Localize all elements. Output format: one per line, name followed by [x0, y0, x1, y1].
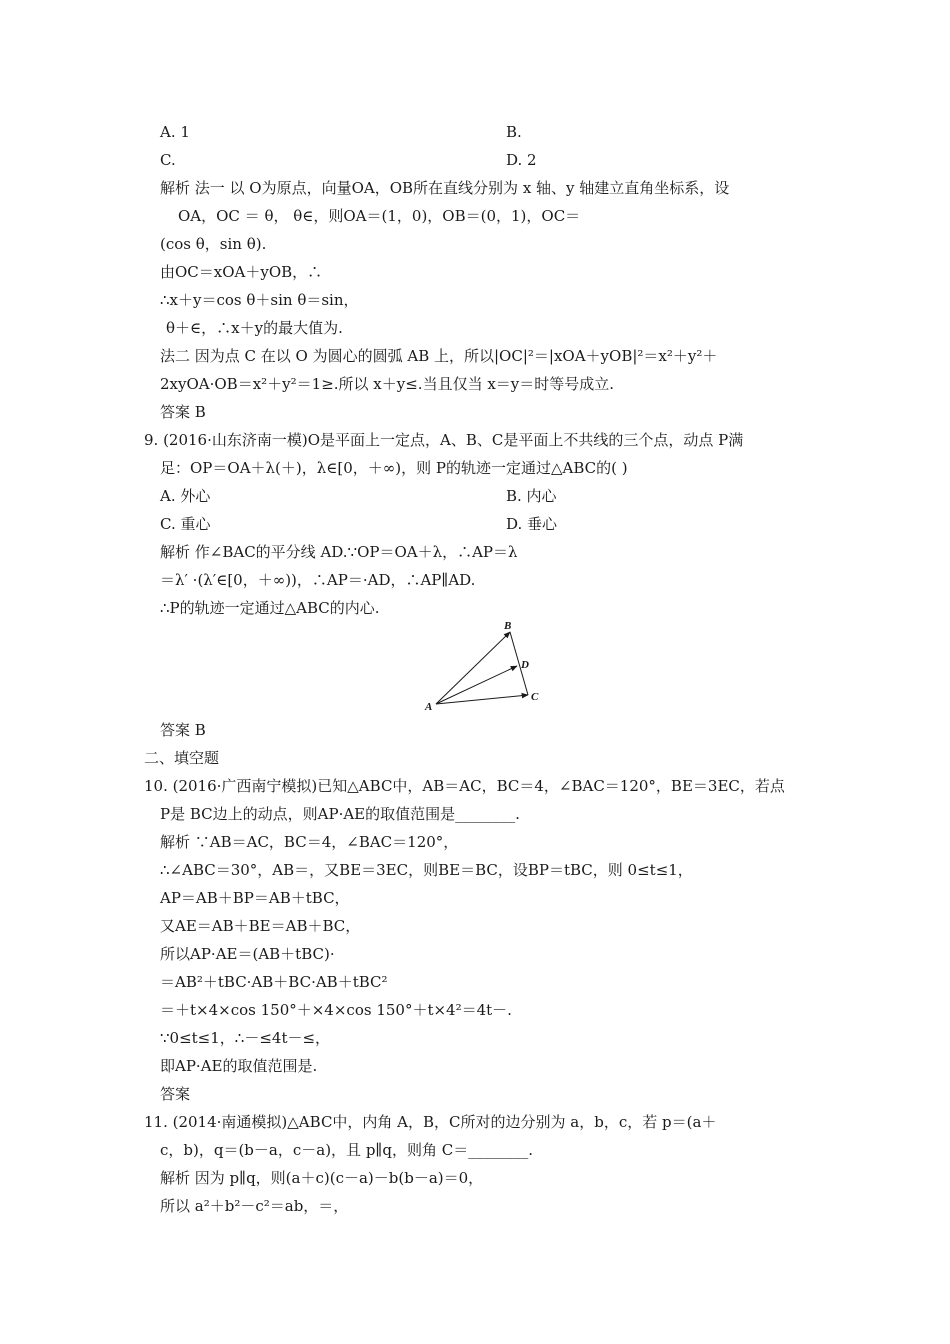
text-line: 二、填空题 [144, 749, 220, 767]
triangle-figure [420, 618, 550, 722]
text-line: AP＝AB＋BP＝AB＋tBC， [160, 889, 350, 907]
label-c: C [531, 691, 539, 703]
triangle-diagram [420, 618, 550, 718]
text-line: ∵0≤t≤1，∴－≤4t－≤， [160, 1029, 331, 1047]
text-line: θ＋∈，∴x＋y的最大值为. [166, 319, 343, 337]
text-line: 解析 作∠BAC的平分线 AD.∵OP＝OA＋λ，∴AP＝λ [160, 543, 518, 561]
text-line: 由OC＝xOA＋yOB，∴ [160, 263, 323, 281]
text-line: D. 垂心 [506, 515, 558, 533]
vector-ad [436, 666, 517, 704]
text-line: 11. (2014·南通模拟)△ABC中，内角 A，B，C所对的边分别为 a，b，c，若 p＝(a＋ [144, 1113, 717, 1131]
text-line: 解析 法一 以 O为原点，向量OA，OB所在直线分别为 x 轴、y 轴建立直角坐标系，设 [160, 179, 730, 197]
text-line: 10. (2016·广西南宁模拟)已知△ABC中，AB＝AC，BC＝4，∠BAC＝120°，BE＝3EC，若点 [144, 777, 785, 795]
text-line: 答案 [160, 1085, 191, 1103]
text-line: A. 1 [160, 123, 190, 141]
text-line: C. [160, 151, 176, 169]
text-line: 9. (2016·山东济南一模)O是平面上一定点，A、B、C是平面上不共线的三个点，动点 P满 [144, 431, 744, 449]
text-line: 答案 B [160, 721, 206, 739]
text-line: ＝AB²＋tBC·AB＋BC·AB＋tBC² [160, 973, 388, 991]
text-line: D. 2 [506, 151, 537, 169]
vector-ab [436, 632, 510, 704]
text-line: 2xyOA·OB＝x²＋y²＝1≥.所以 x＋y≤.当且仅当 x＝y＝时等号成立. [160, 375, 615, 393]
text-line: 解析 ∵AB＝AC，BC＝4，∠BAC＝120°， [160, 833, 459, 851]
text-line: 又AE＝AB＋BE＝AB＋BC， [160, 917, 361, 935]
vector-ac [436, 695, 528, 704]
label-b: B [504, 620, 512, 632]
text-line: 即AP·AE的取值范围是. [160, 1057, 318, 1075]
text-line: 所以 a²＋b²－c²＝ab，＝， [160, 1197, 349, 1215]
text-line: A. 外心 [160, 487, 211, 505]
text-line: ＝λ′ ·(λ′∈[0，＋∞))，∴AP＝·AD，∴AP∥AD. [160, 571, 476, 589]
text-line: ＝＋t×4×cos 150°＋×4×cos 150°＋t×4²＝4t－. [160, 1001, 512, 1019]
text-line: 足：OP＝OA＋λ(＋)，λ∈[0，＋∞)，则 P的轨迹一定通过△ABC的( ) [160, 459, 628, 477]
label-a: A [425, 701, 433, 713]
text-line: B. 内心 [506, 487, 557, 505]
text-line: C. 重心 [160, 515, 211, 533]
label-d: D [521, 659, 529, 671]
text-line: P是 BC边上的动点，则AP·AE的取值范围是________. [160, 805, 520, 823]
text-line: ∴x＋y＝cos θ＋sin θ＝sin， [160, 291, 359, 309]
text-line: ∴P的轨迹一定通过△ABC的内心. [160, 599, 380, 617]
text-line: (cos θ，sin θ). [160, 235, 267, 253]
text-line: B. [506, 123, 522, 141]
text-line: ∴∠ABC＝30°，AB＝，又BE＝3EC，则BE＝BC，设BP＝tBC，则 0≤t≤1， [160, 861, 693, 879]
text-line: 答案 B [160, 403, 206, 421]
text-line: 解析 因为 p∥q，则(a＋c)(c－a)－b(b－a)＝0， [160, 1169, 484, 1187]
text-line: 法二 因为点 C 在以 O 为圆心的圆弧 AB 上，所以|OC|²＝|xOA＋yOB|²＝x²＋y²＋ [160, 347, 718, 365]
text-line: OA，OC ＝ θ， θ∈，则OA＝(1，0)，OB＝(0，1)，OC＝ [178, 207, 581, 225]
text-line: 所以AP·AE＝(AB＋tBC)· [160, 945, 335, 963]
text-line: c，b)，q＝(b－a，c－a)，且 p∥q，则角 C＝________. [160, 1141, 533, 1159]
